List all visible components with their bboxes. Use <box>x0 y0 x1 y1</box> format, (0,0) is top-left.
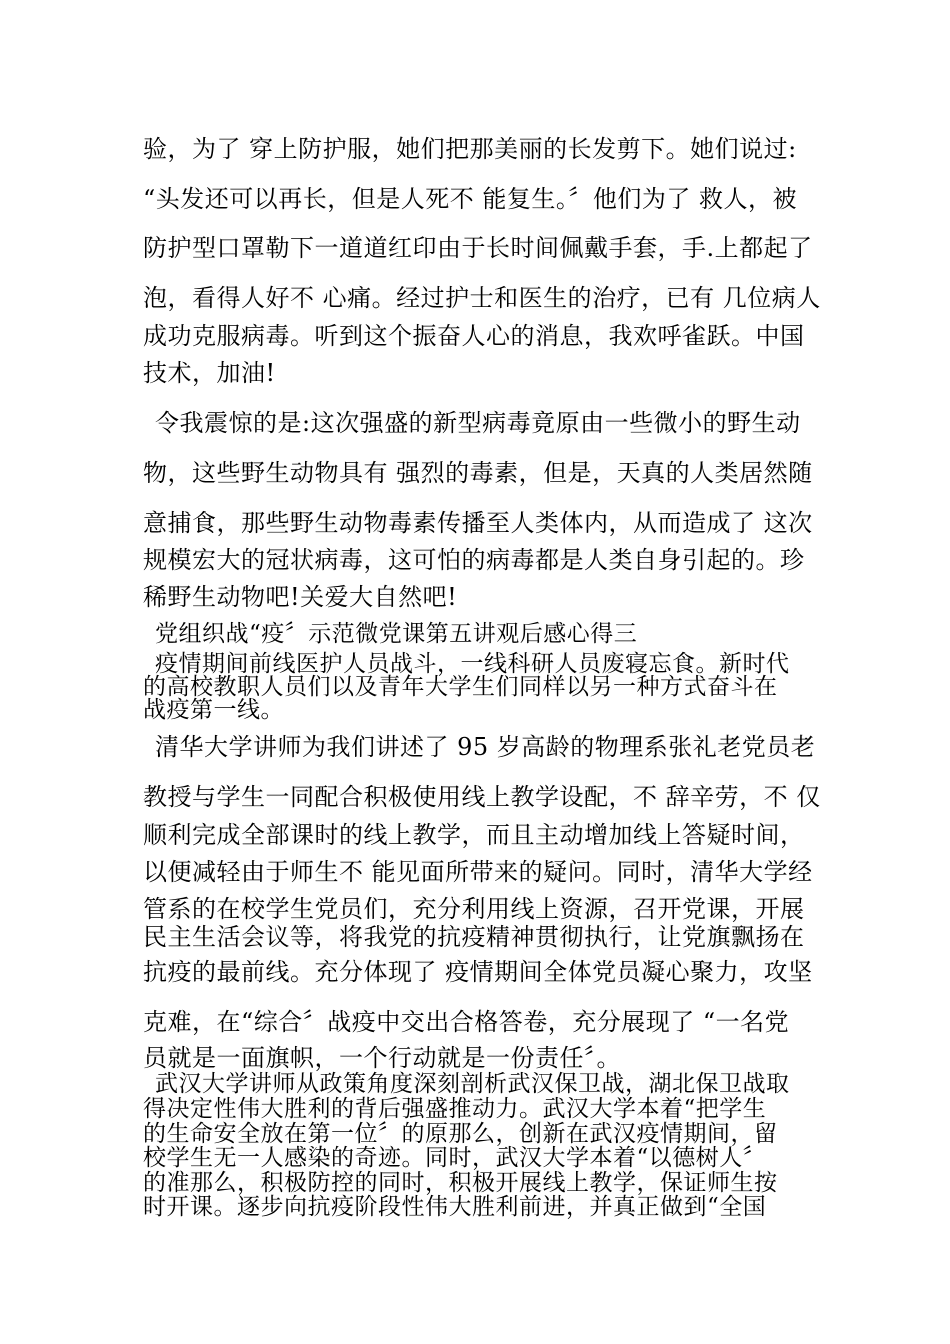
text-line: 令我震惊的是:这次强盛的新型病毒竟原由一些微小的野生动 <box>155 409 801 437</box>
text-line: 校学生无一人感染的奇迹。同时，武汉大学本着“以德树人〞 <box>143 1145 767 1171</box>
text-line: 物，这些野生动物具有 强烈的毒素，但是，天真的人类居然随 <box>143 459 813 487</box>
text-line: 民主生活会议等，将我党的抗疫精神贯彻执行，让党旗飘扬在 <box>143 923 805 951</box>
text-line: 稀野生动物吧!关爱大自然吧! <box>143 583 458 611</box>
text-line: 以便减轻由于师生不 能见面所带来的疑问。同时，清华大学经 <box>143 858 813 886</box>
text-line: 意捕食，那些野生动物毒素传播至人类体内，从而造成了 这次 <box>143 509 813 537</box>
text-line: 疫情期间前线医护人员战斗，一线科研人员废寝忘食。新时代 <box>155 651 790 677</box>
text-line: 清华大学讲师为我们讲述了 95 岁高龄的物理系张礼老党员老 <box>155 733 816 761</box>
text-line: 规模宏大的冠状病毒，这可怕的病毒都是人类自身引起的。珍 <box>143 546 805 574</box>
section-heading: 党组织战“疫〞示范微党课第五讲观后感心得三 <box>155 621 638 647</box>
text-line: 员就是一面旗帜，一个行动就是一份责任〞。 <box>143 1044 621 1072</box>
text-line: 技术，加油! <box>143 359 276 387</box>
text-line: 得决定性伟大胜利的背后强盛推动力。武汉大学本着“把学生 <box>143 1096 767 1122</box>
text-line: 成功克服病毒。听到这个振奋人心的消息，我欢呼雀跃。中国 <box>143 322 805 350</box>
text-line: 的准那么，积极防控的同时，积极开展线上教学，保证师生按 <box>143 1170 778 1196</box>
text-line: 的高校教职人员们以及青年大学生们同样以另一种方式奋斗在 <box>143 674 778 700</box>
text-line: 管系的在校学生党员们，充分利用线上资源，召开党课，开展 <box>143 895 805 923</box>
text-line: 教授与学生一同配合积极使用线上教学设配，不 辞辛劳，不 仅 <box>143 783 821 811</box>
text-line: 防护型口罩勒下一道道红印由于长时间佩戴手套，手.上都起了 <box>143 234 813 262</box>
text-line: 时开课。逐步向抗疫阶段性伟大胜利前进，并真正做到“全国 <box>143 1194 767 1220</box>
text-line: 顺利完成全部课时的线上教学，而且主动增加线上答疑时间， <box>143 821 805 849</box>
text-line: 抗疫的最前线。充分体现了 疫情期间全体党员凝心聚力，攻坚 <box>143 958 813 986</box>
text-line: 武汉大学讲师从政策角度深刻剖析武汉保卫战，湖北保卫战取 <box>155 1071 790 1097</box>
text-line: 泡，看得人好不 心痛。经过护士和医生的治疗，已有 几位病人 <box>143 284 821 312</box>
text-line: “头发还可以再长，但是人死不 能复生。〞他们为了 救人，被 <box>143 185 798 213</box>
text-line: 战疫第一线。 <box>143 697 284 723</box>
text-line: 验，为了 穿上防护服，她们把那美丽的长发剪下。她们说过: <box>143 135 797 163</box>
text-line: 的生命安全放在第一位〞的原那么，创新在武汉疫情期间，留 <box>143 1121 778 1147</box>
text-line: 克难，在“综合〞战疫中交出合格答卷，充分展现了 “一名党 <box>143 1008 790 1036</box>
